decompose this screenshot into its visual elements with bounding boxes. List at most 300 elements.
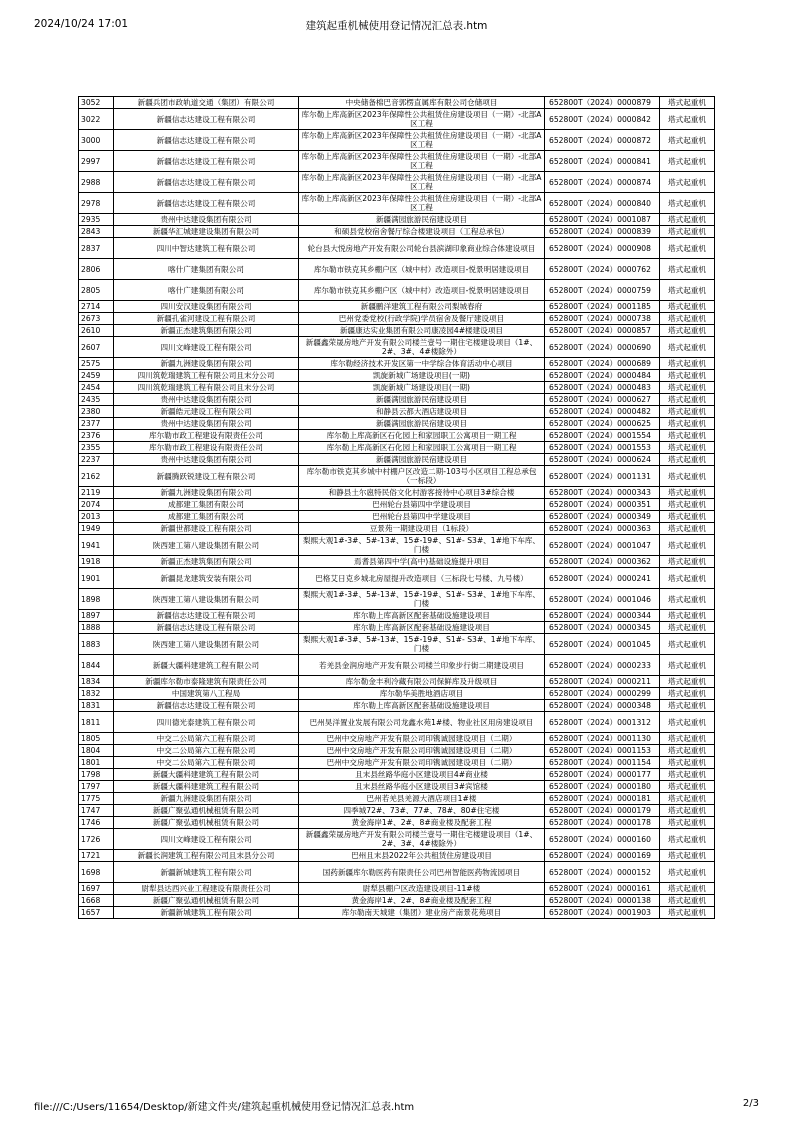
equipment-type: 塔式起重机 xyxy=(668,198,706,208)
table-row xyxy=(79,769,715,781)
company-name-cell xyxy=(114,655,299,676)
company-name-cell xyxy=(114,862,299,883)
registration-number: 652800T（2024）0000181 xyxy=(549,794,651,803)
registration-number-cell xyxy=(545,634,660,655)
record-id: 2074 xyxy=(81,500,101,509)
company-name-cell xyxy=(114,325,299,337)
company-name: 新疆新城建筑工程有限公司 xyxy=(160,908,252,917)
equipment-type-cell xyxy=(660,130,715,151)
equipment-type-cell xyxy=(660,325,715,337)
equipment-type: 塔式起重机 xyxy=(668,884,706,893)
company-name: 四川筑乾瑞建筑工程有限公司且末分公司 xyxy=(137,383,275,392)
project-name-cell xyxy=(299,499,545,511)
company-name: 贵州中达建设集团有限公司 xyxy=(160,455,252,464)
registration-number-cell xyxy=(545,610,660,622)
table-row xyxy=(79,442,715,454)
equipment-type: 塔式起重机 xyxy=(668,98,706,107)
record-id-cell xyxy=(79,466,114,487)
table-row xyxy=(79,430,715,442)
company-name: 喀什广建集团有限公司 xyxy=(168,285,244,295)
company-name: 新疆九洲建设集团有限公司 xyxy=(160,488,252,497)
equipment-type: 塔式起重机 xyxy=(668,419,706,428)
company-name: 新疆信志达建设工程有限公司 xyxy=(156,114,256,124)
company-name-cell xyxy=(114,793,299,805)
record-id-cell xyxy=(79,442,114,454)
company-name: 新疆九洲建设集团有限公司 xyxy=(160,359,252,368)
record-id-cell xyxy=(79,757,114,769)
registration-number: 652800T（2024）0000299 xyxy=(549,689,651,698)
project-name-cell xyxy=(299,337,545,358)
record-id-cell xyxy=(79,523,114,535)
company-name: 新疆信志达建设工程有限公司 xyxy=(156,156,256,166)
table-row xyxy=(79,313,715,325)
company-name: 新疆皓元建设工程有限公司 xyxy=(160,407,252,416)
company-name: 四川筑乾瑞建筑工程有限公司且末分公司 xyxy=(137,371,275,380)
company-name-cell xyxy=(114,805,299,817)
company-name-cell xyxy=(114,97,299,109)
project-name: 巴州中交房地产开发有限公司印镌诚园建设项目（二期） xyxy=(326,734,517,743)
record-id-cell xyxy=(79,622,114,634)
company-name-cell xyxy=(114,370,299,382)
project-name-cell xyxy=(299,454,545,466)
equipment-type-cell xyxy=(660,610,715,622)
record-id-cell xyxy=(79,805,114,817)
equipment-type-cell xyxy=(660,817,715,829)
company-name-cell xyxy=(114,193,299,214)
record-id: 1941 xyxy=(81,540,101,550)
registration-number-cell xyxy=(545,688,660,700)
project-name-cell xyxy=(299,655,545,676)
table-row xyxy=(79,712,715,733)
equipment-type: 塔式起重机 xyxy=(668,431,706,440)
project-name: 凯旋新城广场建设项目(一期) xyxy=(372,371,471,380)
record-id: 1698 xyxy=(81,867,101,877)
table-row xyxy=(79,130,715,151)
company-name-cell xyxy=(114,757,299,769)
equipment-type-cell xyxy=(660,280,715,301)
record-id-cell xyxy=(79,406,114,418)
table-row xyxy=(79,745,715,757)
equipment-type: 塔式起重机 xyxy=(668,639,706,649)
company-name: 贵州中达建设集团有限公司 xyxy=(160,215,252,224)
registration-number: 652800T（2024）0001153 xyxy=(549,746,651,755)
equipment-type-cell xyxy=(660,805,715,817)
equipment-type-cell xyxy=(660,430,715,442)
company-name-cell xyxy=(114,568,299,589)
registration-number-cell xyxy=(545,745,660,757)
table-row xyxy=(79,817,715,829)
equipment-type-cell xyxy=(660,883,715,895)
equipment-type-cell xyxy=(660,712,715,733)
equipment-type: 塔式起重机 xyxy=(668,488,706,497)
equipment-type-cell xyxy=(660,829,715,850)
company-name-cell xyxy=(114,214,299,226)
record-id: 2607 xyxy=(81,342,101,352)
company-name: 库尔勒市政工程建设有限责任公司 xyxy=(149,431,263,440)
project-name-cell xyxy=(299,829,545,850)
table-row xyxy=(79,172,715,193)
registration-number: 652800T（2024）0000177 xyxy=(549,770,651,779)
table-row xyxy=(79,556,715,568)
project-name: 且末县丝路华庭小区建设项目4#商业楼 xyxy=(355,770,488,779)
project-name: 且末县丝路华庭小区建设项目3#宾馆楼 xyxy=(355,782,488,791)
company-name-cell xyxy=(114,511,299,523)
equipment-type-cell xyxy=(660,523,715,535)
equipment-type-cell xyxy=(660,370,715,382)
equipment-type-cell xyxy=(660,862,715,883)
equipment-type: 塔式起重机 xyxy=(668,114,706,124)
project-name-cell xyxy=(299,370,545,382)
registration-number: 652800T（2024）0001131 xyxy=(549,471,651,481)
registration-number-cell xyxy=(545,358,660,370)
company-name-cell xyxy=(114,337,299,358)
record-id-cell xyxy=(79,589,114,610)
company-name: 新疆库尔勒市泰隆建筑有限责任公司 xyxy=(145,677,267,686)
company-name: 四川德光泰建筑工程有限公司 xyxy=(156,717,256,727)
registration-number-cell xyxy=(545,568,660,589)
project-name: 黄金海岸1#、2#、8#商业楼及配套工程 xyxy=(351,896,492,905)
project-name-cell xyxy=(299,523,545,535)
record-id-cell xyxy=(79,535,114,556)
table-row xyxy=(79,499,715,511)
table-row xyxy=(79,382,715,394)
project-name: 巴州轮台县第四中学建设项目 xyxy=(372,512,471,521)
registration-number-cell xyxy=(545,466,660,487)
table-row xyxy=(79,850,715,862)
project-name: 新疆满园旅游民宿建设项目 xyxy=(375,455,468,464)
company-name-cell xyxy=(114,676,299,688)
registration-number-cell xyxy=(545,511,660,523)
registration-number: 652800T（2024）0000482 xyxy=(549,407,651,416)
equipment-type-cell xyxy=(660,358,715,370)
company-name: 新疆九洲建设集团有限公司 xyxy=(160,794,252,803)
company-name: 四川中智达建筑工程有限公司 xyxy=(156,243,256,253)
registration-number: 652800T（2024）0000874 xyxy=(549,177,651,187)
company-name: 喀什广建集团有限公司 xyxy=(168,264,244,274)
registration-number-cell xyxy=(545,325,660,337)
project-name: 库尔勒上库高新区配套基础设施建设项目 xyxy=(353,623,490,632)
project-name-cell xyxy=(299,769,545,781)
company-name: 新疆腾跃锐建设工程有限公司 xyxy=(156,471,256,481)
company-name: 新疆正杰建筑集团有限公司 xyxy=(160,557,252,566)
table-row xyxy=(79,358,715,370)
equipment-type-cell xyxy=(660,466,715,487)
equipment-type: 塔式起重机 xyxy=(668,359,706,368)
table-row xyxy=(79,568,715,589)
registration-number: 652800T（2024）0000343 xyxy=(549,488,651,497)
equipment-type: 塔式起重机 xyxy=(668,717,706,727)
company-name: 新疆信志达建设工程有限公司 xyxy=(156,623,256,632)
record-id: 3052 xyxy=(81,98,101,107)
record-id: 1888 xyxy=(81,623,101,632)
equipment-type-cell xyxy=(660,301,715,313)
company-name-cell xyxy=(114,523,299,535)
project-name: 库尔勒市铁克其乡城中村棚户区改造二期-103号小区项目工程总承包（一标段） xyxy=(306,467,537,485)
registration-number-cell xyxy=(545,280,660,301)
company-name: 四川文峰建设工程有限公司 xyxy=(160,342,252,352)
record-id-cell xyxy=(79,325,114,337)
record-id-cell xyxy=(79,382,114,394)
project-name-cell xyxy=(299,622,545,634)
project-name: 新疆满园旅游民宿建设项目 xyxy=(375,215,468,224)
project-name: 巴州若羌县羌源大酒店项目1#楼 xyxy=(366,794,477,803)
equipment-type: 塔式起重机 xyxy=(668,264,706,274)
registration-number: 652800T（2024）0000842 xyxy=(549,114,651,124)
record-id-cell xyxy=(79,172,114,193)
equipment-type: 塔式起重机 xyxy=(668,782,706,791)
registration-number: 652800T（2024）0000839 xyxy=(549,227,651,236)
project-name: 尉犁县棚户区改造建设项目-11#楼 xyxy=(362,884,481,893)
company-name-cell xyxy=(114,622,299,634)
project-name-cell xyxy=(299,280,545,301)
company-name-cell xyxy=(114,430,299,442)
record-id-cell xyxy=(79,280,114,301)
registration-number: 652800T（2024）0001553 xyxy=(549,443,651,452)
project-name: 轮台县大悦房地产开发有限公司轮台县滨湖印象商业综合体建设项目 xyxy=(307,243,536,253)
registration-number-cell xyxy=(545,622,660,634)
record-id: 1831 xyxy=(81,701,101,710)
equipment-type: 塔式起重机 xyxy=(668,896,706,905)
registration-number-cell xyxy=(545,130,660,151)
project-name-cell xyxy=(299,487,545,499)
record-id: 1775 xyxy=(81,794,101,803)
registration-number-cell xyxy=(545,499,660,511)
table-row xyxy=(79,829,715,850)
table-row xyxy=(79,151,715,172)
project-name-cell xyxy=(299,805,545,817)
company-name: 贵州中达建设集团有限公司 xyxy=(160,419,252,428)
equipment-type-cell xyxy=(660,418,715,430)
record-id-cell xyxy=(79,688,114,700)
record-id: 1798 xyxy=(81,770,101,779)
registration-number-cell xyxy=(545,430,660,442)
registration-number-cell xyxy=(545,151,660,172)
equipment-type-cell xyxy=(660,781,715,793)
record-id-cell xyxy=(79,394,114,406)
table-row xyxy=(79,109,715,130)
equipment-type-cell xyxy=(660,214,715,226)
record-id: 2988 xyxy=(81,177,101,187)
registration-number: 652800T（2024）0000351 xyxy=(549,500,651,509)
registration-number: 652800T（2024）0001046 xyxy=(549,594,651,604)
project-name: 库尔勒上库高新区2023年保障性公共租赁住房建设项目（一期）-北部A区工程 xyxy=(301,152,542,170)
project-name-cell xyxy=(299,733,545,745)
registration-table xyxy=(78,96,715,919)
project-name-cell xyxy=(299,466,545,487)
company-name-cell xyxy=(114,907,299,919)
registration-number: 652800T（2024）0000690 xyxy=(549,342,651,352)
equipment-type-cell xyxy=(660,568,715,589)
registration-number-cell xyxy=(545,172,660,193)
equipment-type: 塔式起重机 xyxy=(668,867,706,877)
equipment-type: 塔式起重机 xyxy=(668,302,706,311)
equipment-type: 塔式起重机 xyxy=(668,395,706,404)
record-id-cell xyxy=(79,850,114,862)
company-name-cell xyxy=(114,610,299,622)
company-name: 陕西建工第八建设集团有限公司 xyxy=(152,594,260,604)
project-name-cell xyxy=(299,238,545,259)
registration-number: 652800T（2024）0001185 xyxy=(549,302,651,311)
registration-number-cell xyxy=(545,394,660,406)
record-id: 2459 xyxy=(81,371,101,380)
equipment-type-cell xyxy=(660,382,715,394)
project-name: 新疆鑫荣晟房地产开发有限公司楼兰壹号一期住宅楼建设项目（1#、2#、3#、4#楼除外） xyxy=(305,338,538,356)
project-name-cell xyxy=(299,430,545,442)
equipment-type: 塔式起重机 xyxy=(668,285,706,295)
equipment-type: 塔式起重机 xyxy=(668,215,706,224)
registration-number: 652800T（2024）0001047 xyxy=(549,540,651,550)
project-name-cell xyxy=(299,862,545,883)
company-name-cell xyxy=(114,130,299,151)
equipment-type-cell xyxy=(660,655,715,676)
project-name-cell xyxy=(299,712,545,733)
table-row xyxy=(79,259,715,280)
table-row xyxy=(79,805,715,817)
equipment-type: 塔式起重机 xyxy=(668,342,706,352)
registration-number: 652800T（2024）0000345 xyxy=(549,623,651,632)
table-row xyxy=(79,634,715,655)
registration-number-cell xyxy=(545,757,660,769)
company-name: 新疆信志达建设工程有限公司 xyxy=(156,177,256,187)
registration-number-cell xyxy=(545,556,660,568)
record-id-cell xyxy=(79,97,114,109)
equipment-type: 塔式起重机 xyxy=(668,512,706,521)
project-name-cell xyxy=(299,568,545,589)
registration-number-cell xyxy=(545,895,660,907)
equipment-type: 塔式起重机 xyxy=(668,734,706,743)
equipment-type-cell xyxy=(660,499,715,511)
project-name: 新疆康达实业集团有限公司康凌园4#楼建设项目 xyxy=(339,326,504,335)
registration-number: 652800T（2024）0000152 xyxy=(549,867,651,877)
record-id-cell xyxy=(79,358,114,370)
record-id: 2376 xyxy=(81,431,101,440)
company-name: 新疆信志达建设工程有限公司 xyxy=(156,198,256,208)
project-name-cell xyxy=(299,301,545,313)
registration-number: 652800T（2024）0001903 xyxy=(549,908,651,917)
company-name: 陕西建工第八建设集团有限公司 xyxy=(152,540,260,550)
equipment-type: 塔式起重机 xyxy=(668,594,706,604)
table-row xyxy=(79,418,715,430)
project-name-cell xyxy=(299,193,545,214)
project-name: 四季城72#、73#、77#、78#、80#住宅楼 xyxy=(343,806,500,815)
record-id-cell xyxy=(79,238,114,259)
table-row xyxy=(79,370,715,382)
project-name-cell xyxy=(299,151,545,172)
project-name-cell xyxy=(299,793,545,805)
table-row xyxy=(79,394,715,406)
registration-number: 652800T（2024）0000908 xyxy=(549,243,651,253)
company-name-cell xyxy=(114,634,299,655)
registration-number: 652800T（2024）0001554 xyxy=(549,431,651,440)
registration-number: 652800T（2024）0000233 xyxy=(549,660,651,670)
registration-number-cell xyxy=(545,535,660,556)
record-id: 2806 xyxy=(81,264,101,274)
project-name-cell xyxy=(299,781,545,793)
equipment-type-cell xyxy=(660,688,715,700)
record-id-cell xyxy=(79,700,114,712)
table-row xyxy=(79,214,715,226)
table-row xyxy=(79,487,715,499)
equipment-type-cell xyxy=(660,151,715,172)
registration-number-cell xyxy=(545,523,660,535)
company-name: 中交二公局第六工程有限公司 xyxy=(156,758,256,767)
registration-number-cell xyxy=(545,370,660,382)
record-id-cell xyxy=(79,259,114,280)
project-name: 巴格艾日克乡城北房屋提升改造项目（三标段七号楼、九号楼） xyxy=(315,573,528,583)
table-row xyxy=(79,622,715,634)
record-id: 2575 xyxy=(81,359,101,368)
company-name-cell xyxy=(114,151,299,172)
record-id: 2377 xyxy=(81,419,101,428)
record-id-cell xyxy=(79,370,114,382)
registration-number-cell xyxy=(545,817,660,829)
company-name: 新疆大疆科建建筑工程有限公司 xyxy=(152,770,260,779)
registration-number: 652800T（2024）0000169 xyxy=(549,851,651,860)
registration-number-cell xyxy=(545,442,660,454)
company-name-cell xyxy=(114,556,299,568)
table-row xyxy=(79,454,715,466)
project-name: 巴州中交房地产开发有限公司印镌诚园建设项目（二期） xyxy=(326,746,517,755)
page-number: 2/3 xyxy=(742,1098,759,1109)
company-name-cell xyxy=(114,745,299,757)
table-row xyxy=(79,862,715,883)
record-id: 2978 xyxy=(81,198,101,208)
equipment-type: 塔式起重机 xyxy=(668,407,706,416)
equipment-type: 塔式起重机 xyxy=(668,135,706,145)
registration-number: 652800T（2024）0000348 xyxy=(549,701,651,710)
registration-number: 652800T（2024）0000625 xyxy=(549,419,651,428)
table-row xyxy=(79,688,715,700)
record-id: 2454 xyxy=(81,383,101,392)
record-id-cell xyxy=(79,418,114,430)
record-id-cell xyxy=(79,454,114,466)
record-id: 1804 xyxy=(81,746,101,755)
project-name-cell xyxy=(299,313,545,325)
record-id: 2714 xyxy=(81,302,101,311)
equipment-type: 塔式起重机 xyxy=(668,177,706,187)
registration-number: 652800T（2024）0000138 xyxy=(549,896,651,905)
company-name-cell xyxy=(114,358,299,370)
project-name: 库尔勒上库高新区配套基础设施建设项目 xyxy=(353,701,490,710)
equipment-type-cell xyxy=(660,634,715,655)
project-name: 焉耆县第四中学(高中)基础设施提升项目 xyxy=(353,557,490,566)
project-name-cell xyxy=(299,406,545,418)
record-id-cell xyxy=(79,499,114,511)
project-name: 新疆满园旅游民宿建设项目 xyxy=(375,419,468,428)
equipment-type: 塔式起重机 xyxy=(668,689,706,698)
record-id-cell xyxy=(79,793,114,805)
project-name-cell xyxy=(299,226,545,238)
equipment-type-cell xyxy=(660,406,715,418)
project-name-cell xyxy=(299,676,545,688)
equipment-type: 塔式起重机 xyxy=(668,227,706,236)
project-name-cell xyxy=(299,745,545,757)
registration-number-cell xyxy=(545,883,660,895)
registration-number: 652800T（2024）0000349 xyxy=(549,512,651,521)
equipment-type: 塔式起重机 xyxy=(668,908,706,917)
equipment-type-cell xyxy=(660,172,715,193)
registration-number: 652800T（2024）0000179 xyxy=(549,806,651,815)
equipment-type-cell xyxy=(660,109,715,130)
registration-number-cell xyxy=(545,676,660,688)
record-id: 2380 xyxy=(81,407,101,416)
company-name-cell xyxy=(114,109,299,130)
registration-number: 652800T（2024）0000363 xyxy=(549,524,651,533)
registration-number-cell xyxy=(545,850,660,862)
equipment-type: 塔式起重机 xyxy=(668,746,706,755)
registration-number: 652800T（2024）0000857 xyxy=(549,326,651,335)
record-id: 2237 xyxy=(81,455,101,464)
